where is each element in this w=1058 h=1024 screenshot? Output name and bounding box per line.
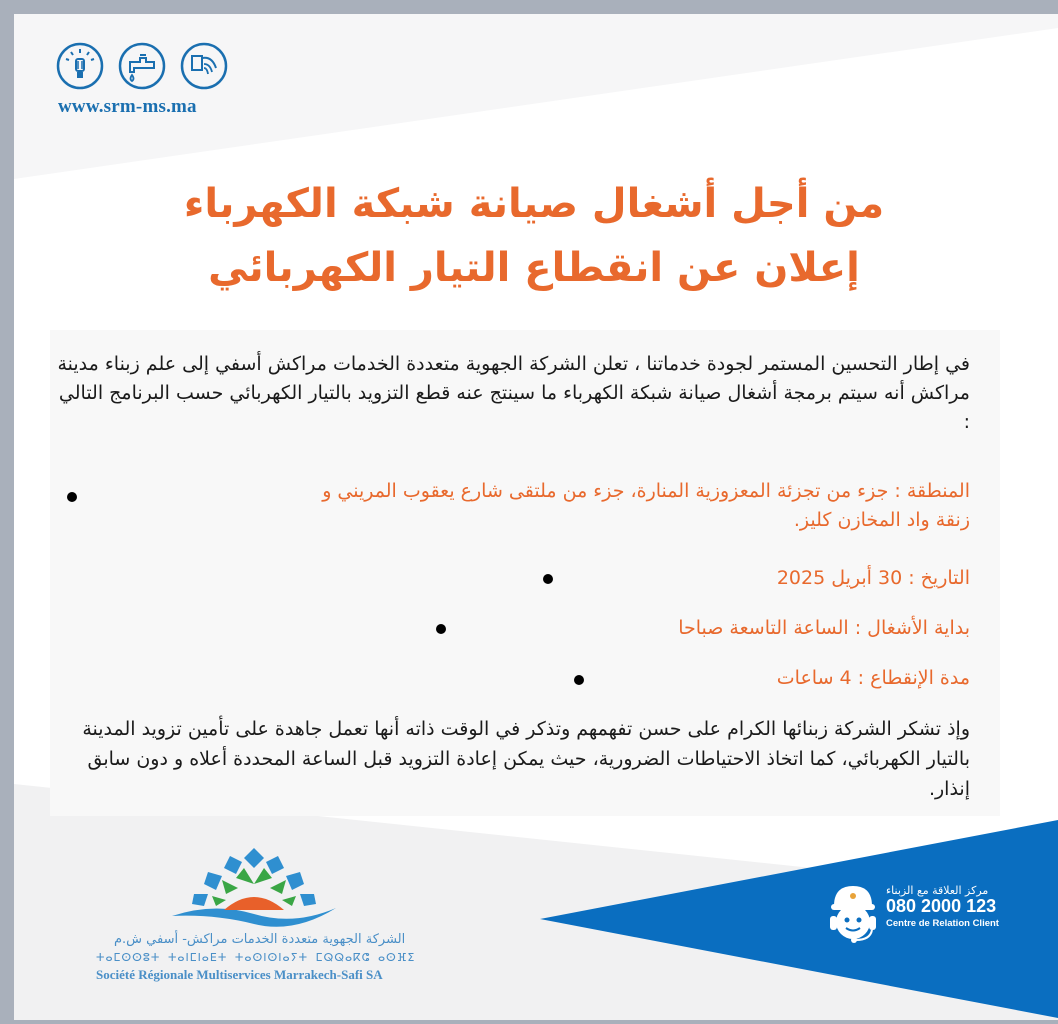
sewage-pipe-icon — [180, 42, 228, 90]
company-name-french: Société Régionale Multiservices Marrakech-Safi SA — [96, 967, 383, 982]
zone-line-1: المنطقة : جزء من تجزئة المعزوزية المنارة، جزء من ملتقى شارع يعقوب المريني و — [322, 480, 970, 502]
call-center-agent-icon — [824, 882, 882, 946]
srm-logo-emblem — [164, 844, 344, 934]
bullet-start — [436, 624, 446, 634]
lightbulb-icon — [56, 42, 104, 90]
bullet-duration — [574, 675, 584, 685]
announcement-body — [50, 330, 1000, 816]
closing-paragraph: وإذ تشكر الشركة زبنائها الكرام على حسن تفهمهم وتذكر في الوقت ذاته أنها تعمل جاهدة على تأمين تزويد المدينة بالتيار الكهربائي، كما اتخاذ الاحتياطات الضرورية، حيث يمكن إعادة التزويد قبل الساعة المحددة أعلاه و دون سابق إنذار. — [82, 718, 970, 800]
bullet-date — [543, 574, 553, 584]
company-name-arabic: الشركة الجهوية متعددة الخدمات مراكش- أسفي ش.م — [114, 932, 406, 947]
announcement-poster — [14, 14, 1058, 1020]
title-line-2: إعلان عن انقطاع التيار الكهربائي — [208, 245, 860, 291]
detail-duration: مدة الإنقطاع : 4 ساعات — [776, 667, 970, 689]
detail-zone — [210, 477, 970, 535]
service-icons — [56, 42, 228, 90]
announcement-title — [114, 172, 954, 300]
company-name-tifinagh: ⵜⴰⵎⵙⵙⵓⵜ ⵜⴰⵏⵎⵏⴰⴹⵜ ⵜⴰⵙⵏⵙⵏⴰⵢⵜ ⵎⵕⵕⴰⴽⵛ ⴰⵙⴼⵉ — [96, 951, 416, 964]
detail-date: التاريخ : 30 أبريل 2025 — [776, 567, 970, 589]
intro-paragraph: في إطار التحسين المستمر لجودة خدماتنا ، تعلن الشركة الجهوية متعددة الخدمات مراكش أسفي إلى علم زبناء مدينة مراكش أنه سيتم برمجة أشغال صيانة شبكة الكهرباء ما سينتج عنه قطع التزويد بالتيار الكهربائي حسب البرنامج التالي : — [57, 353, 970, 433]
detail-start-time: بداية الأشغال : الساعة التاسعة صباحا — [678, 617, 970, 639]
hotline-label-french: Centre de Relation Client — [886, 918, 999, 929]
water-tap-icon — [118, 42, 166, 90]
hotline-number[interactable]: 080 2000 123 — [886, 896, 997, 916]
website-link[interactable]: www.srm-ms.ma — [58, 96, 197, 117]
title-line-1: من أجل أشغال صيانة شبكة الكهرباء — [183, 181, 885, 227]
bullet-zone — [67, 492, 77, 502]
zone-line-2: زنقة واد المخازن كليز. — [793, 509, 970, 531]
customer-hotline — [824, 882, 1024, 952]
hotline-label-arabic: مركز العلاقة مع الزبناء — [886, 884, 989, 897]
